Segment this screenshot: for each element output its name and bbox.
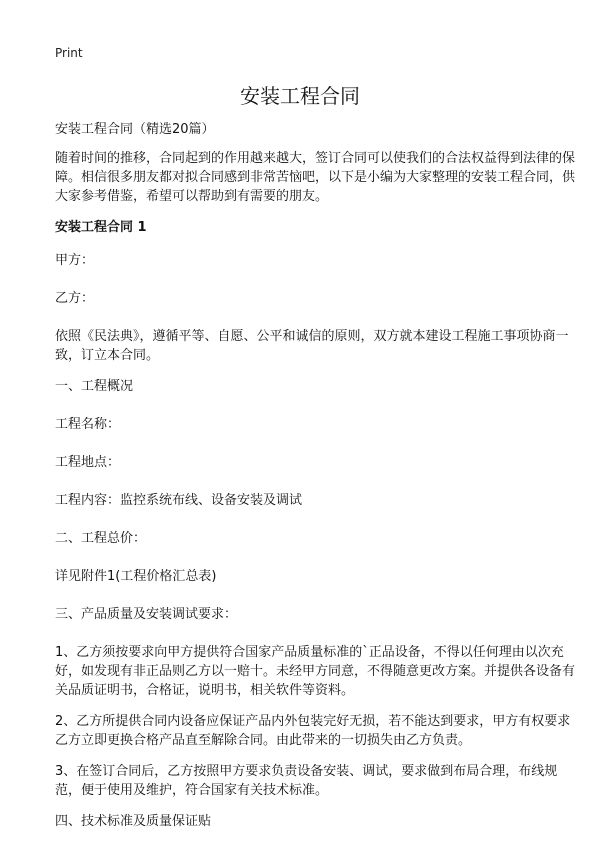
heading-project-overview: 一、工程概况 — [55, 379, 134, 394]
document-body — [55, 120, 575, 850]
party-b-line: 乙方： — [55, 291, 95, 306]
attachment-line: 详见附件1(工程价格汇总表) — [55, 569, 217, 584]
party-a-line: 甲方： — [55, 253, 95, 268]
document-subtitle: 安装工程合同（精选20篇） — [55, 122, 215, 137]
heading-quality-requirements: 三、产品质量及安装调试要求： — [55, 607, 238, 622]
section-title: 安装工程合同 1 — [55, 220, 147, 235]
requirement-item-1: 1、乙方须按要求向甲方提供符合国家产品质量标准的`正品设备，不得以任何理由以次充好，如发现有非正品则乙方以一赔十。未经甲方同意，不得随意更改方案。并提供各设备有关品质证明书，合格证，说明书，相关软件等资料。 — [55, 645, 576, 698]
project-name-line: 工程名称： — [55, 417, 121, 432]
project-content-line: 工程内容：监控系统布线、设备安装及调试 — [55, 493, 303, 508]
intro-paragraph: 随着时间的推移，合同起到的作用越来越大，签订合同可以使我们的合法权益得到法律的保障。相信很多朋友都对拟合同感到非常苦恼吧，以下是小编为大家整理的安装工程合同，供大家参考借鉴，希望可以帮助到有需要的朋友。 — [55, 151, 576, 204]
basis-paragraph: 依照《民法典》，遵循平等、自愿、公平和诚信的原则，双方就本建设工程施工事项协商一致，订立本合同。 — [55, 329, 569, 363]
heading-total-price: 二、工程总价： — [55, 531, 147, 546]
heading-technical-standards: 四、技术标准及质量保证贴 — [55, 814, 212, 829]
requirement-item-2: 2、乙方所提供合同内设备应保证产品内外包装完好无损，若不能达到要求，甲方有权要求乙方立即更换合格产品直至解除合同。由此带来的一切损失由乙方负责。 — [55, 714, 571, 748]
print-link[interactable]: Print — [55, 46, 83, 60]
requirement-item-3: 3、在签订合同后，乙方按照甲方要求负责设备安装、调试，要求做到布局合理，布线规范，便于使用及维护，符合国家有关技术标准。 — [55, 764, 558, 798]
document-title: 安装工程合同 — [240, 84, 360, 108]
project-location-line: 工程地点： — [55, 455, 121, 470]
